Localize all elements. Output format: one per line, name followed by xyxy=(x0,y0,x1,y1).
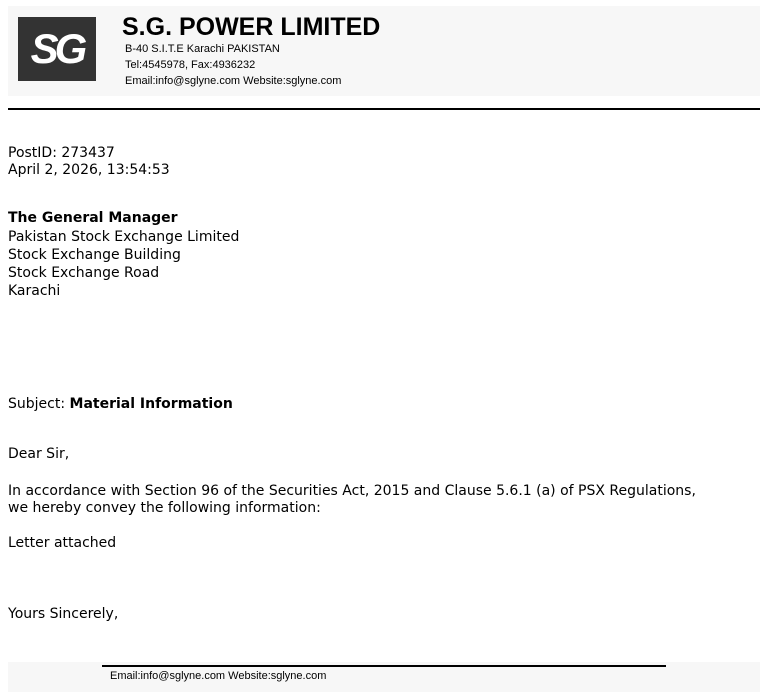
letterhead xyxy=(8,6,760,96)
footer-contact: Email:info@sglyne.com Website:sglyne.com xyxy=(110,670,327,682)
recipient-line: Pakistan Stock Exchange Limited xyxy=(8,229,240,245)
subject-label: Subject: xyxy=(8,396,70,412)
company-phone: Tel:4545978, Fax:4936232 xyxy=(125,59,256,71)
salutation: Dear Sir, xyxy=(8,446,70,462)
subject-value: Material Information xyxy=(69,396,233,412)
recipient-line: Karachi xyxy=(8,283,61,299)
footer-divider xyxy=(102,665,666,667)
closing: Yours Sincerely, xyxy=(8,606,119,622)
company-contact: Email:info@sglyne.com Website:sglyne.com xyxy=(125,75,342,87)
body-paragraph: Letter attached xyxy=(8,535,117,551)
company-address: B-40 S.I.T.E Karachi PAKISTAN xyxy=(125,43,280,55)
subject xyxy=(8,395,233,413)
company-name: S.G. POWER LIMITED xyxy=(122,13,381,41)
recipient-title: The General Manager xyxy=(8,210,178,226)
company-logo: SG xyxy=(18,17,96,81)
body-paragraph: we hereby convey the following information: xyxy=(8,500,321,516)
body-paragraph: In accordance with Section 96 of the Securities Act, 2015 and Clause 5.6.1 (a) of PSX Regulations, xyxy=(8,483,696,499)
recipient-line: Stock Exchange Road xyxy=(8,265,160,281)
post-id: PostID: 273437 xyxy=(8,145,115,161)
recipient-line: Stock Exchange Building xyxy=(8,247,181,263)
header-divider xyxy=(8,108,760,110)
post-datetime: April 2, 2026, 13:54:53 xyxy=(8,162,170,178)
